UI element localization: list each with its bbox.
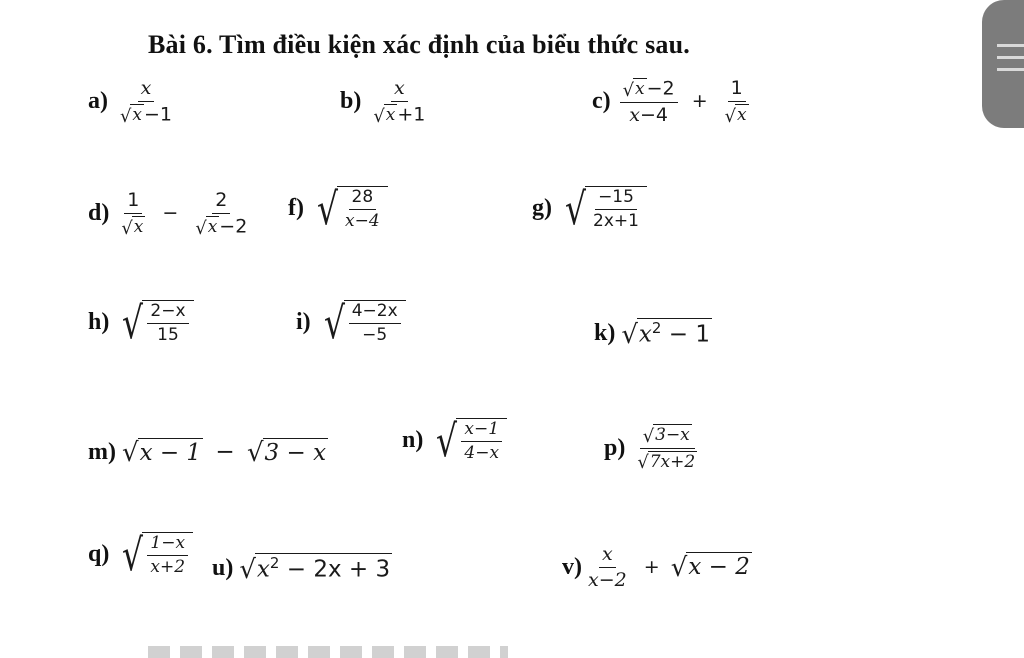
item-d bbox=[88, 190, 253, 237]
expr-n: √ $\frac{x-1}{4-x}$ bbox=[429, 418, 507, 462]
expr-m: √ x − 1 − √ 3 − x bbox=[121, 438, 327, 469]
exercise-title: Bài 6. Tìm điều kiện xác định của biểu thức sau. bbox=[148, 30, 690, 59]
expr-b: x √ x +1 bbox=[373, 77, 426, 127]
expr-a: x √ x −1 bbox=[120, 77, 172, 127]
item-b bbox=[340, 78, 431, 125]
label-h: h) bbox=[88, 308, 110, 335]
label-d: d) bbox=[88, 200, 110, 227]
label-c: c) bbox=[592, 88, 611, 115]
item-f bbox=[288, 183, 388, 235]
expr-k: √ $x^2 - 1$ bbox=[621, 319, 710, 351]
expr-g: √ $\frac{-15}{2x+1}$ bbox=[558, 186, 647, 230]
label-i: i) bbox=[296, 308, 311, 335]
scroll-handle[interactable] bbox=[982, 0, 1024, 128]
item-g bbox=[532, 183, 647, 235]
expr-p: √ 3−x √ 7x+2 bbox=[637, 425, 696, 474]
item-n bbox=[402, 415, 507, 467]
item-i bbox=[296, 297, 406, 349]
label-u: u) bbox=[212, 554, 234, 581]
label-f: f) bbox=[288, 194, 304, 221]
expr-q: √ $\frac{1-x}{x+2}$ bbox=[115, 532, 193, 576]
label-v: v) bbox=[562, 553, 582, 580]
label-b: b) bbox=[340, 88, 362, 115]
grip-line-icon bbox=[997, 44, 1024, 47]
label-g: g) bbox=[532, 194, 552, 221]
item-q bbox=[88, 529, 193, 581]
expr-c: √ x −2 x−4 + 1 √ x bbox=[617, 78, 755, 125]
item-a bbox=[88, 78, 178, 125]
expr-v: $\frac{x}{x-2}$ + √ x − 2 bbox=[588, 543, 750, 591]
cut-off-next-heading bbox=[148, 646, 508, 658]
label-p: p) bbox=[604, 434, 626, 461]
label-a: a) bbox=[88, 88, 108, 115]
grip-line-icon bbox=[997, 56, 1024, 59]
expr-d: 1 √ x − 2 √ x −2 bbox=[121, 189, 248, 239]
expr-f: √ $\frac{28}{x-4}$ bbox=[310, 186, 388, 230]
label-q: q) bbox=[88, 540, 110, 567]
item-p bbox=[604, 424, 703, 472]
expr-u: √ $x^2 - 2x + 3$ bbox=[239, 554, 391, 586]
item-c bbox=[592, 78, 755, 125]
item-k bbox=[594, 318, 712, 351]
expr-h: √ $\frac{2-x}{15}$ bbox=[115, 300, 193, 344]
item-h bbox=[88, 297, 194, 349]
item-u bbox=[212, 553, 392, 586]
item-v bbox=[562, 544, 752, 591]
expr-i: √ $\frac{4-2x}{-5}$ bbox=[317, 300, 406, 344]
label-k: k) bbox=[594, 319, 616, 346]
item-m bbox=[88, 438, 328, 469]
label-n: n) bbox=[402, 426, 424, 453]
label-m: m) bbox=[88, 438, 116, 465]
grip-line-icon bbox=[997, 68, 1024, 71]
